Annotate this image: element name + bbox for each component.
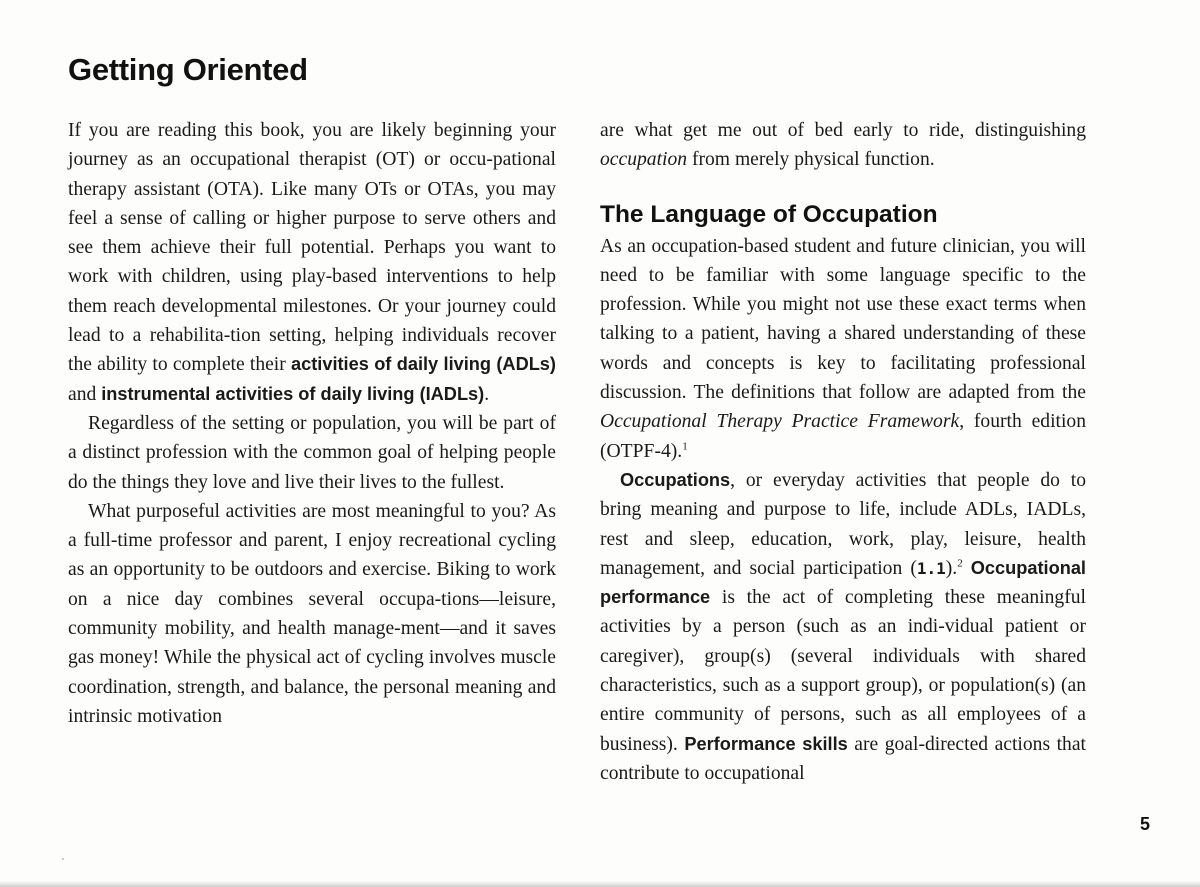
definitions-text-c: is the act of completing these meaningful activities by a person (such as an indi-vidual patient or caregiver), group(s) (several individuals with shared characteristics, such as a support group), or population(s) (an entire community of persons, such as all employees of a business).: [600, 587, 1086, 755]
language-paragraph: [600, 232, 1086, 466]
definitions-text-b: ).: [945, 557, 958, 579]
chapter-title: Getting Oriented: [68, 52, 308, 87]
scan-bottom-edge: [0, 881, 1200, 887]
section-heading: The Language of Occupation: [600, 200, 938, 228]
intro-text-and: and: [68, 383, 102, 405]
language-text-start: As an occupation-based student and future clinician, you will need to be familiar with some language specific to the profession. While you might not use these exact terms when talking to a patient, having a shared understanding of these words and concepts is key to facilitating professional discussion. The definitions that follow are adapted from the: [600, 235, 1086, 404]
term-iadls: instrumental activities of daily living (IADLs): [101, 383, 485, 404]
continuation-text-start: are what get me out of bed early to ride, distinguishing: [600, 120, 1086, 141]
footnote-ref-1: 1: [682, 440, 688, 453]
continuation-text-end: from merely physical function.: [687, 149, 935, 171]
page-number: 5: [1140, 814, 1151, 834]
intro-text-end: .: [484, 383, 490, 405]
term-occupations: Occupations: [620, 469, 731, 490]
occupation-italic: occupation: [600, 149, 688, 171]
definitions-text-a: , or everyday activities that people do to bring meaning and purpose to life, include ADLs, IADLs, rest and sleep, education, work, play, leisure, health management, and social participation (: [600, 469, 1086, 579]
language-text-end: , fourth edition (OTPF-4).: [600, 411, 1087, 462]
term-performance-skills: Performance skills: [684, 733, 848, 754]
scan-speck: [62, 858, 64, 860]
left-column: [68, 116, 556, 731]
figure-ref: 1.1: [916, 558, 946, 578]
term-occupational-performance: Occupational performance: [600, 557, 1086, 608]
footnote-ref-2: 2: [957, 557, 963, 570]
intro-text-start: If you are reading this book, you are likely beginning your journey as an occupational therapist (OT) or occu-pational therapy assistant (OTA). Like many OTs or OTAs, you may feel a sense of calling or higher purpose to serve others and see them achieve their full potential. Perhaps you want to work with children, using play-based interventions to help them reach developmental milestones. Or your journey could lead to a rehabilita-tion setting, helping individuals recover the ability to complete their: [68, 120, 556, 376]
definitions-text-d: are goal-directed actions that contribute to occupational: [600, 733, 1086, 784]
profession-paragraph: Regardless of the setting or population, you will be part of a distinct profession with the common goal of helping people do the things they love and live their lives to the fullest.: [68, 412, 556, 493]
definitions-paragraph: [600, 466, 1086, 788]
term-adls: activities of daily living (ADLs): [290, 354, 556, 375]
otpf-title-italic: Occupational Therapy Practice Framework: [600, 411, 960, 433]
right-column: [600, 116, 1086, 788]
cycling-paragraph: What purposeful activities are most meaningful to you? As a full-time professor and parent, I enjoy recreational cycling as an opportunity to be outdoors and exercise. Biking to work on a nice day combines several occupa-tions—leisure, community mobility, and health manage-ment—and it saves gas money! While the physical act of cycling involves muscle coordination, strength, and balance, the personal meaning and intrinsic motivation: [68, 500, 556, 727]
continuation-paragraph: [600, 116, 1086, 175]
intro-paragraph: [68, 116, 556, 409]
